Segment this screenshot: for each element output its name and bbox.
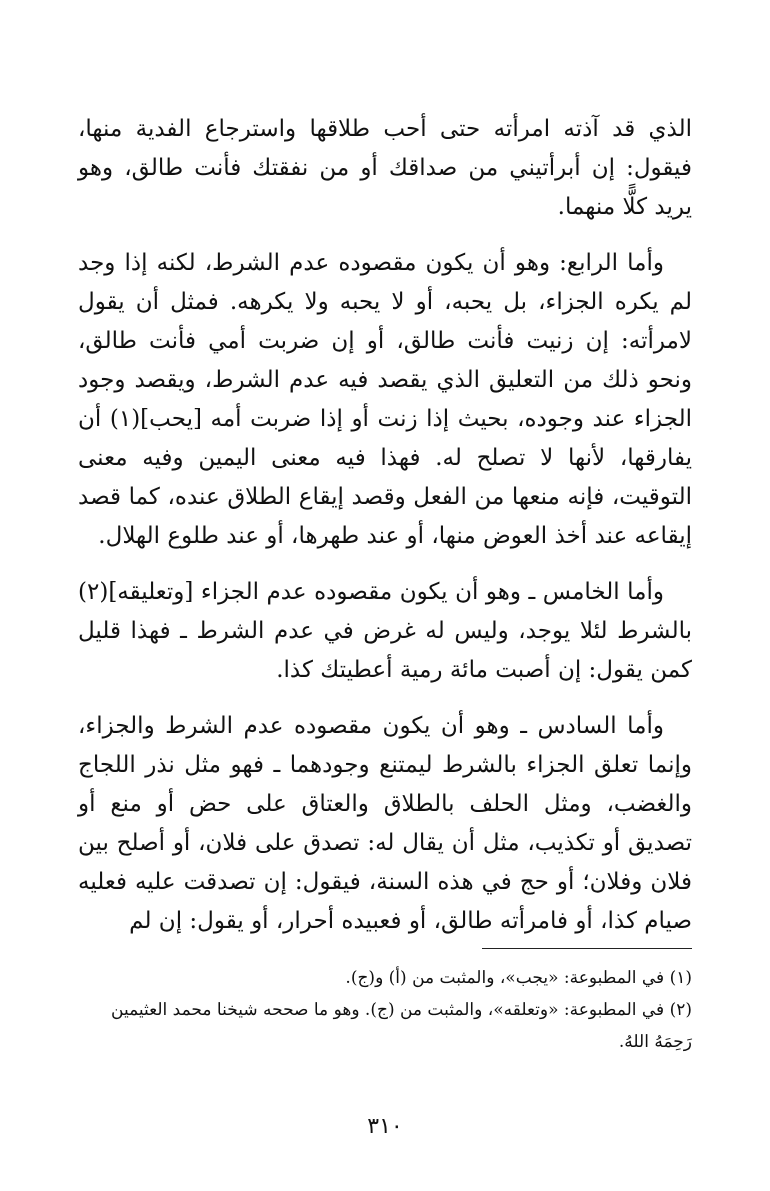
paragraph-3: وأما الخامس ـ وهو أن يكون مقصوده عدم الجزاء [وتعليقه](٢) بالشرط لئلا يوجد، وليس له غرض في عدم الشرط ـ فهذا قليل كمن يقول: إن أصبت مائة رمية أعطيتك كذا.	[78, 579, 692, 683]
footnote-1: (١) في المطبوعة: «يجب»، والمثبت من (أ) و(ج).	[345, 968, 692, 988]
paragraph-1: الذي قد آذته امرأته حتى أحب طلاقها واسترجاع الفدية منها، فيقول: إن أبرأتيني من صداقك أو من نفقتك فأنت طالق، وهو يريد كلًّا منهما.	[78, 116, 692, 220]
paragraph-2: وأما الرابع: وهو أن يكون مقصوده عدم الشرط، لكنه إذا وجد لم يكره الجزاء، بل يحبه، أو لا يحبه ولا يكرهه. فمثل أن يقول لامرأته: إن زنيت فأنت طالق، أو إن ضربت أمي فأنت طالق، ونحو ذلك من التعليق الذي يقصد فيه عدم الشرط، ويقصد وجود الجزاء عند وجوده، بحيث إذا زنت أو إذا ضربت أمه [يحب](١) أن يفارقها، لأنها لا تصلح له. فهذا فيه معنى اليمين وفيه معنى التوقيت، فإنه منعها من الفعل وقصد إيقاع الطلاق عنده، كما قصد إيقاعه عند أخذ العوض منها، أو عند طهرها، أو عند طلوع الهلال.	[78, 250, 692, 549]
paragraph-4: وأما السادس ـ وهو أن يكون مقصوده عدم الشرط والجزاء، وإنما تعلق الجزاء بالشرط ليمتنع وجودهما ـ فهو مثل نذر اللجاج والغضب، ومثل الحلف بالطلاق والعتاق على حض أو منع أو تصديق أو تكذيب، مثل أن يقال له: تصدق على فلان، أو أصلح بين فلان وفلان؛ أو حج في هذه السنة، فيقول: إن تصدقت عليه فعليه صيام كذا، أو فامرأته طالق، أو فعبيده أحرار، أو يقول: إن لم	[78, 713, 692, 934]
footnotes	[78, 962, 692, 1058]
footnote-divider	[482, 948, 692, 949]
footnote-2: (٢) في المطبوعة: «وتعلقه»، والمثبت من (ج). وهو ما صححه شيخنا محمد العثيمين رَحِمَهُ اللهُ.	[111, 1000, 692, 1052]
main-text	[78, 110, 692, 958]
page-number: ٣١٠	[367, 1114, 403, 1139]
